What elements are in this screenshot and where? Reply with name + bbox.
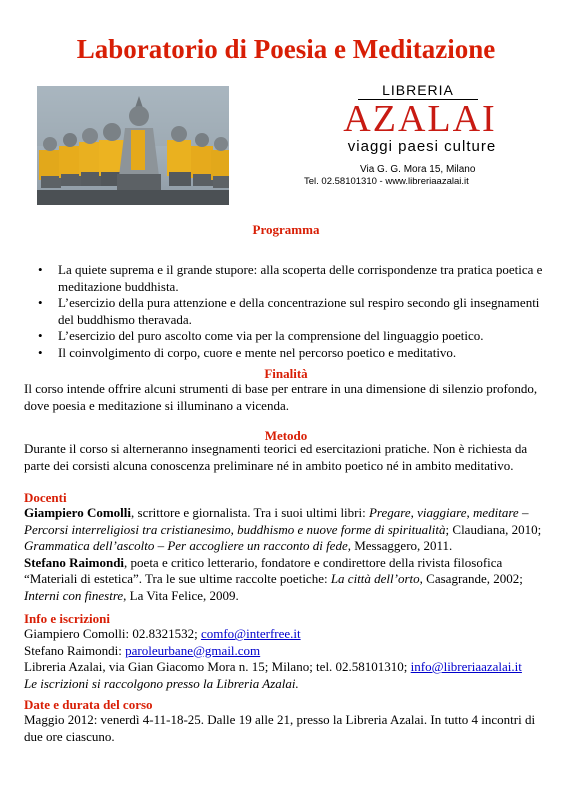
buddha-statues-photo [37, 86, 229, 205]
info-line: Libreria Azalai, via Gian Giacomo Mora n. 15; Milano; tel. 02.58101310; info@libreriaazalai.it [24, 659, 522, 674]
docenti-line: Giampiero Comolli, scrittore e giornalista. Tra i suoi ultimi libri: Pregare, viaggiare, meditare – [24, 505, 529, 520]
docenti-line: Stefano Raimondi, poeta e critico letterario, fondatore e condirettore della rivista filosofica [24, 554, 503, 570]
bullet-icon: • [38, 328, 43, 343]
logo-address: Via G. G. Mora 15, Milano [360, 164, 476, 175]
page-title: Laboratorio di Poesia e Meditazione [76, 34, 496, 64]
info-heading: Info e iscrizioni [24, 611, 110, 626]
docenti-line: Percorsi interreligiosi tra cristianesimo, buddhismo e nuove forme di spiritualità; Claudiana, 2010; [24, 521, 542, 537]
email-link[interactable]: comfo@interfree.it [200, 626, 301, 641]
date-heading: Date e durata del corso [24, 697, 153, 712]
metodo-heading: Metodo [264, 428, 308, 443]
logo-tagline: viaggi paesi culture [347, 138, 497, 155]
bullet-icon: • [38, 344, 43, 360]
finalita-heading: Finalità [264, 366, 308, 381]
bullet-icon: • [38, 295, 43, 310]
docenti-heading: Docenti [24, 490, 67, 505]
list-item: • L’esercizio del puro ascolto come via per la comprensione del linguaggio poetico. [38, 328, 484, 343]
logo-azalai-text: AZALAI [343, 98, 497, 140]
logo-contact: Tel. 02.58101310 - www.libreriaazalai.it [304, 176, 469, 187]
docenti-line: Interni con finestre, La Vita Felice, 2009. [24, 587, 239, 603]
info-block [24, 626, 554, 692]
email-link[interactable]: paroleurbane@gmail.com [125, 642, 261, 658]
bullet-icon: • [38, 262, 43, 277]
email-link[interactable]: info@libreriaazalai.it [410, 659, 522, 674]
date-text: Maggio 2012: venerdì 4-11-18-25. Dalle 19 alle 21, presso la Libreria Azalai. In tutto 4 incontri di due ore ciascuno. [24, 712, 536, 744]
programma-heading: Programma [252, 222, 320, 237]
docente-name: Stefano Raimondi [24, 554, 125, 570]
info-line: Le iscrizioni si raccolgono presso la Libreria Azalai. [24, 675, 299, 691]
docenti-block [24, 505, 554, 604]
metodo-text: Durante il corso si alterneranno insegnamenti teorici ed esercitazioni pratiche. Non è richiesta da parte dei corsisti alcuna conoscenza preliminare né in ambito poetico né in ambito meditativo. [24, 441, 528, 473]
docenti-line: “Materiali di estetica”. Tra le sue ultime raccolte poetiche: La città dell’orto, Casagrande, 2002; [24, 571, 523, 586]
finalita-text: Il corso intende offrire alcuni strumenti di base per entrare in una dimensione di silenzio profondo, dove poesia e meditazione si illuminano a vicenda. [24, 381, 538, 413]
libreria-azalai-logo [300, 82, 550, 192]
list-item: • La quiete suprema e il grande stupore: alla scoperta delle corrispondenze tra pratica poetica e meditazione buddhista. [38, 262, 543, 294]
list-item: • Il coinvolgimento di corpo, cuore e mente nel percorso poetico e meditativo. [38, 344, 457, 360]
docenti-line: Grammatica dell’ascolto – Per accogliere un racconto di fede, Messaggero, 2011. [24, 538, 453, 553]
programma-list [24, 262, 544, 361]
docente-name: Giampiero Comolli [24, 505, 132, 520]
info-line: Giampiero Comolli: 02.8321532; comfo@interfree.it [24, 626, 301, 641]
list-item: • L’esercizio della pura attenzione e della concentrazione sul respiro secondo gli insegnamenti del buddhismo theravada. [38, 295, 540, 327]
info-line: Stefano Raimondi: paroleurbane@gmail.com [24, 642, 261, 658]
logo-libreria-text: LIBRERIA [358, 82, 478, 100]
